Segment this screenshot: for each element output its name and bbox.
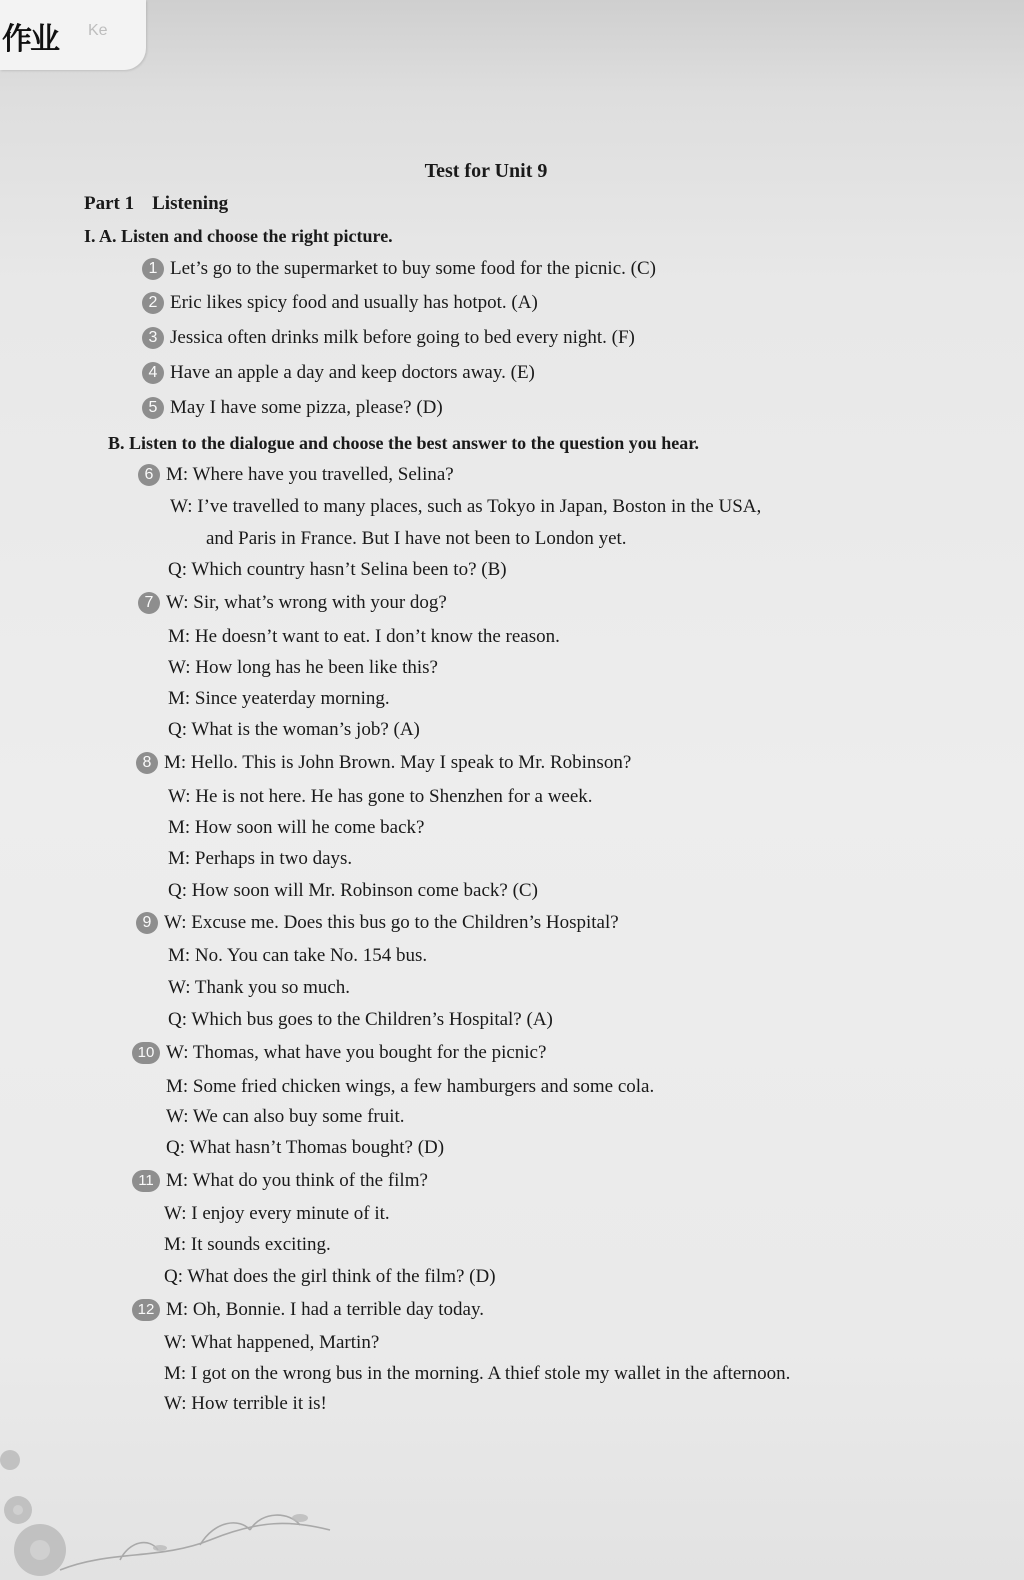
dialogue-line: Q: What does the girl think of the film? (D) [164,1266,496,1287]
dialogue-line [132,1042,546,1064]
question-number-badge: 1 [142,258,164,280]
part-number: Part 1 [84,193,135,214]
list-item [142,292,538,314]
page-title: Test for Unit 9 [424,160,548,182]
list-item [142,327,635,349]
dialogue-line: Q: How soon will Mr. Robinson come back? (C) [168,880,538,901]
dialogue-line [132,1299,484,1321]
line-text: W: Excuse me. Does this bus go to the Children’s Hospital? [164,912,619,933]
dialogue-line: M: Since yeaterday morning. [168,688,390,709]
dialogue-line: M: No. You can take No. 154 bus. [168,945,428,966]
line-text: M: Where have you travelled, Selina? [166,464,454,485]
question-number-badge: 4 [142,362,164,384]
part-name: Listening [152,193,229,214]
item-text: May I have some pizza, please? (D) [170,397,443,418]
question-number-badge: 8 [136,752,158,774]
dialogue-line: M: How soon will he come back? [168,817,425,838]
dialogue-line: and Paris in France. But I have not been to London yet. [206,528,627,549]
dialogue-line: M: Some fried chicken wings, a few hamburgers and some cola. [166,1076,655,1097]
question-number-badge: 7 [138,592,160,614]
question-number-badge: 5 [142,397,164,419]
section-a-heading: I. A. Listen and choose the right picture. [84,226,393,246]
question-number-badge: 6 [138,464,160,486]
dialogue-line: M: It sounds exciting. [164,1234,331,1255]
question-number-badge: 3 [142,327,164,349]
dialogue-line: M: He doesn’t want to eat. I don’t know the reason. [168,626,560,647]
corner-ghost-text: Ke [88,22,108,39]
line-text: M: Oh, Bonnie. I had a terrible day today. [166,1299,484,1320]
line-text: W: Thomas, what have you bought for the picnic? [166,1042,547,1063]
corner-tab [0,0,146,70]
dialogue-line: Q: Which country hasn’t Selina been to? (B) [168,559,507,580]
question-number-badge: 12 [132,1299,160,1321]
item-text: Jessica often drinks milk before going to bed every night. (F) [170,327,635,348]
dialogue-line: W: I’ve travelled to many places, such as Tokyo in Japan, Boston in the USA, [170,496,762,517]
question-number-badge: 2 [142,292,164,314]
dialogue-line: Q: Which bus goes to the Children’s Hospital? (A) [168,1009,553,1030]
dialogue-line [136,912,619,934]
dialogue-line: Q: What hasn’t Thomas bought? (D) [166,1137,445,1158]
dialogue-line: M: Perhaps in two days. [168,848,353,869]
list-item [142,397,443,419]
dialogue-line: Q: What is the woman’s job? (A) [168,719,420,740]
floral-ornament-icon [0,1400,360,1580]
item-text: Let’s go to the supermarket to buy some food for the picnic. (C) [170,258,656,279]
line-text: M: Hello. This is John Brown. May I speak to Mr. Robinson? [164,752,632,773]
list-item [142,362,535,384]
dialogue-line: W: I enjoy every minute of it. [164,1203,390,1224]
question-number-badge: 11 [132,1170,160,1192]
corner-label: 作业 [2,22,58,57]
item-text: Eric likes spicy food and usually has hotpot. (A) [170,292,538,313]
dialogue-line [132,1170,428,1192]
item-text: Have an apple a day and keep doctors away. (E) [170,362,535,383]
dialogue-line: W: What happened, Martin? [164,1332,380,1353]
dialogue-line [136,752,631,774]
part-heading [84,193,228,215]
section-b-heading: B. Listen to the dialogue and choose the best answer to the question you hear. [108,433,700,453]
question-number-badge: 10 [132,1042,160,1064]
dialogue-line: W: Thank you so much. [168,977,351,998]
list-item [142,258,656,280]
dialogue-line [138,592,447,614]
dialogue-line: M: I got on the wrong bus in the morning. A thief stole my wallet in the afternoon. [164,1363,791,1384]
dialogue-line: W: How long has he been like this? [168,657,438,678]
dialogue-line: W: We can also buy some fruit. [166,1106,405,1127]
line-text: M: What do you think of the film? [166,1170,428,1191]
line-text: W: Sir, what’s wrong with your dog? [166,592,447,613]
question-number-badge: 9 [136,912,158,934]
dialogue-line [138,464,454,486]
dialogue-line: W: He is not here. He has gone to Shenzhen for a week. [168,786,593,807]
dialogue-line: W: How terrible it is! [164,1393,327,1414]
